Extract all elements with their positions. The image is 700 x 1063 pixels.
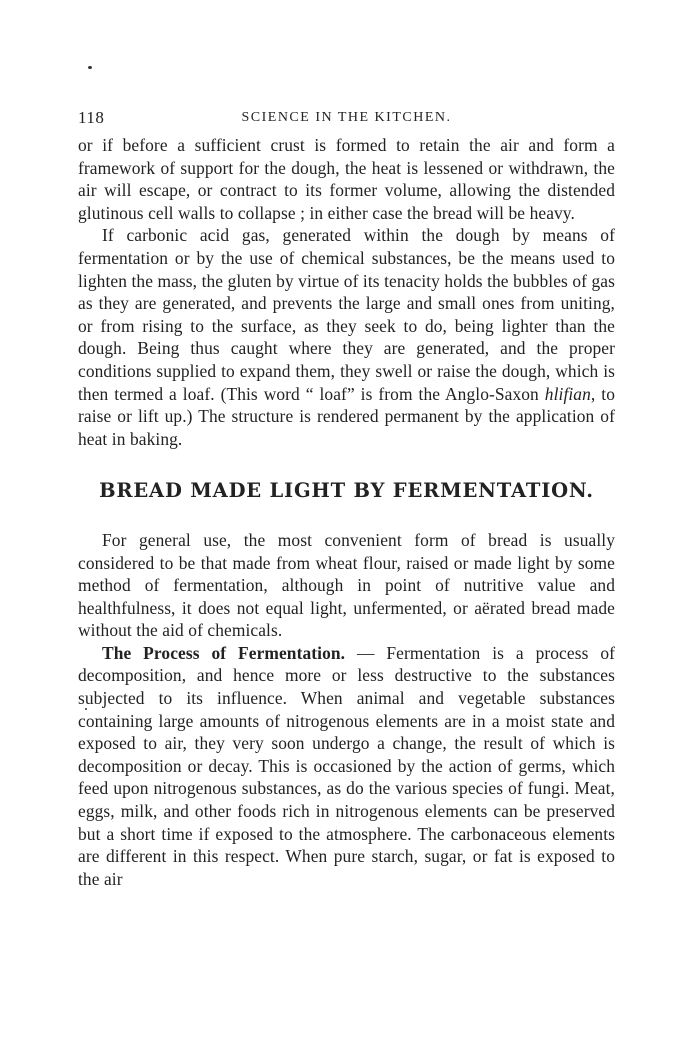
paragraph-continuation: or if before a sufficient crust is formed to retain the air and form a framework of support for the dough, the heat is lessened or withdrawn, the air will escape, or contract to its former volume, allowing the distended glutinous cell walls to collapse ; in either case the bread will be heavy. (78, 135, 615, 223)
paragraph-process-text: — Fermentation is a process of decomposition, and hence more or less destructive to the substances subjected to its influence. When animal and vegetable substances containing large amounts of nitrogenous elements are in a moist state and exposed to air, they very soon undergo a change, the result of which is decomposition or decay. This is occasioned by the action of germs, which feed upon nitrogenous substances, as do the various species of fungi. Meat, eggs, milk, and other foods rich in nitrogenous elements can be preserved but a short time if exposed to the atmosphere. The carbonaceous elements are different in this respect. When pure starch, sugar, or fat is exposed to the air (78, 642, 616, 889)
paragraph-carbonic-gas-end: , to raise or lift up.) The structure is rendered permanent by the application of heat in baking. (78, 383, 615, 449)
paragraph-process-of-fermentation (78, 642, 615, 891)
paragraph-general-use: For general use, the most convenient form of bread is usually considered to be that made from wheat flour, raised or made light by some method of fermentation, although in point of nutritive value and healthfulness, it does not equal light, unfermented, or aërated bread made without the aid of chemicals. (78, 529, 615, 641)
book-page (78, 108, 615, 890)
running-head (78, 108, 615, 134)
section-heading: BREAD MADE LIGHT BY FERMENTATION. (99, 479, 594, 503)
page-number: 118 (78, 108, 105, 127)
paragraph-carbonic-gas (78, 224, 615, 450)
anglo-saxon-word: hlifian (544, 383, 591, 404)
ink-speck (88, 66, 92, 69)
run-in-heading: The Process of Fermentation. (102, 642, 346, 663)
body-text (78, 134, 615, 890)
running-title: SCIENCE IN THE KITCHEN. (241, 110, 452, 125)
paragraph-carbonic-gas-text: If carbonic acid gas, generated within the dough by means of fermentation or by the use of chemical substances, be the means used to lighten the mass, the gluten by virtue of its tenacity holds the bubbles of gas as they are generated, and prevents the large and small ones from uniting, or from rising to the surface, as they seek to do, being lighter than the dough. Being thus caught where they are generated, and the proper conditions supplied to expand them, they swell or raise the dough, which is then termed a loaf. (This word “ loaf” is from the Anglo-Saxon (78, 225, 615, 404)
